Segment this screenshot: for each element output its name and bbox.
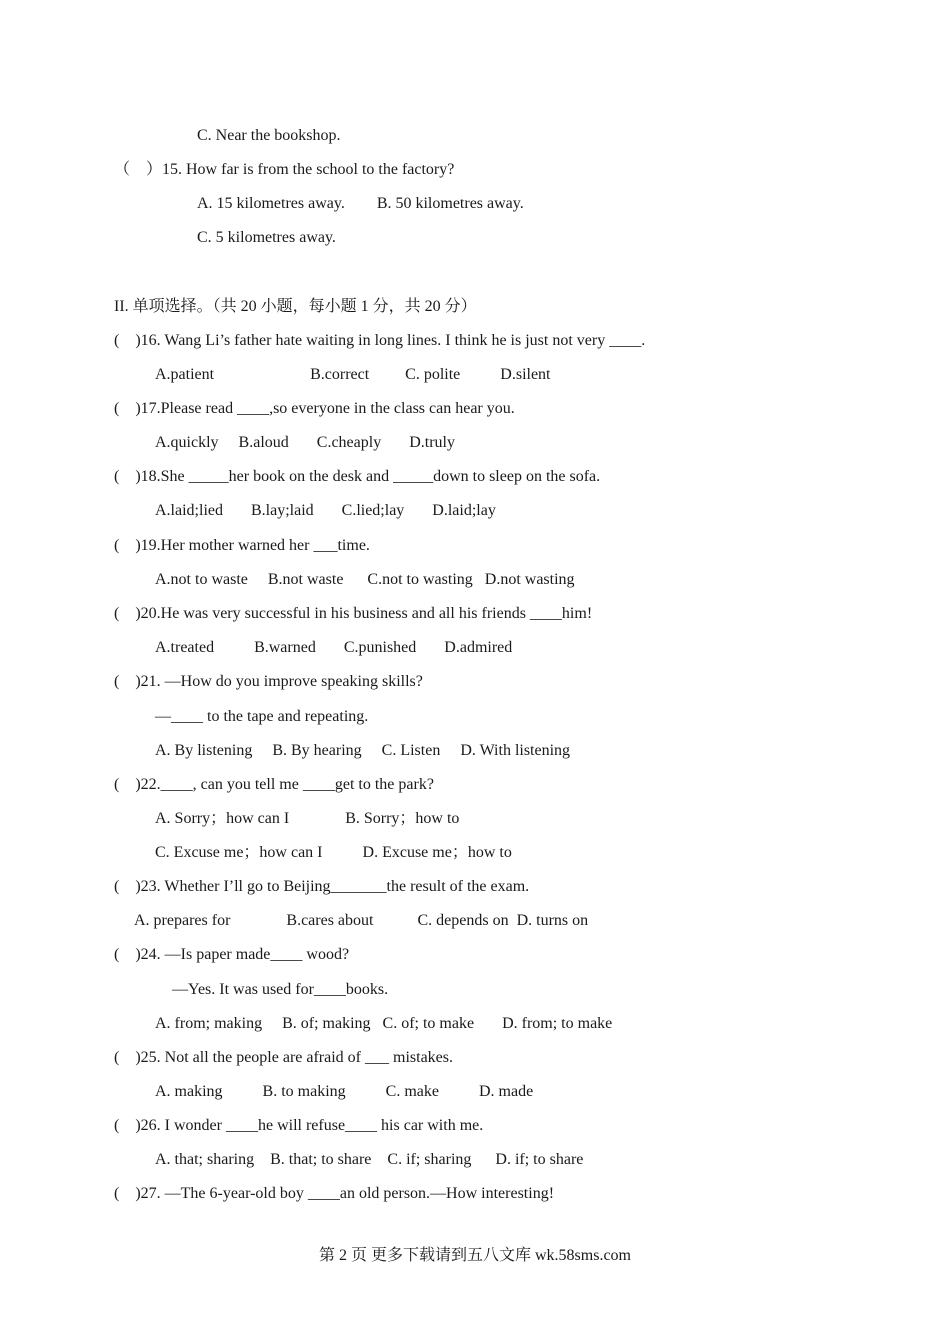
option-line: C. 5 kilometres away.: [197, 229, 336, 246]
question-15: （ ）15. How far is from the school to the factory?: [114, 161, 455, 178]
option-line: A. making B. to making C. make D. made: [155, 1083, 534, 1100]
question-16: ( )16. Wang Li’s father hate waiting in long lines. I think he is just not very ____.: [114, 332, 646, 349]
page-footer: 第 2 页 更多下载请到五八文库 wk.58sms.com: [318, 1247, 631, 1264]
question-24: ( )24. —Is paper made____ wood?: [114, 946, 350, 963]
question-20: ( )20.He was very successful in his business and all his friends ____him!: [114, 605, 593, 622]
question-18: ( )18.She _____her book on the desk and _____down to sleep on the sofa.: [114, 468, 601, 485]
question-21: ( )21. —How do you improve speaking skills?: [114, 673, 423, 690]
option-line: A. that; sharing B. that; to share C. if; sharing D. if; to share: [155, 1151, 584, 1168]
option-line: A. 15 kilometres away. B. 50 kilometres away.: [197, 195, 524, 212]
dialogue-line: —Yes. It was used for____books.: [172, 981, 389, 998]
question-26: ( )26. I wonder ____he will refuse____ his car with me.: [114, 1117, 484, 1134]
question-27: ( )27. —The 6-year-old boy ____an old person.—How interesting!: [114, 1185, 555, 1202]
option-line: A. from; making B. of; making C. of; to make D. from; to make: [155, 1015, 613, 1032]
question-19: ( )19.Her mother warned her ___time.: [114, 537, 370, 554]
option-line: A. prepares for B.cares about C. depends on D. turns on: [134, 912, 589, 929]
question-22: ( )22.____, can you tell me ____get to the park?: [114, 776, 434, 793]
question-25: ( )25. Not all the people are afraid of ___ mistakes.: [114, 1049, 453, 1066]
option-line: A. Sorry；how can I B. Sorry；how to: [155, 810, 460, 827]
option-line: A. By listening B. By hearing C. Listen D. With listening: [155, 742, 571, 759]
question-23: ( )23. Whether I’ll go to Beijing_______the result of the exam.: [114, 878, 530, 895]
option-line: C. Near the bookshop.: [197, 127, 341, 144]
option-line: C. Excuse me；how can I D. Excuse me；how to: [155, 844, 512, 861]
option-line: A.quickly B.aloud C.cheaply D.truly: [155, 434, 455, 451]
option-line: A.not to waste B.not waste C.not to wasting D.not wasting: [155, 571, 575, 588]
question-17: ( )17.Please read ____,so everyone in the class can hear you.: [114, 400, 515, 417]
dialogue-line: —____ to the tape and repeating.: [155, 708, 369, 725]
option-line: A.laid;lied B.lay;laid C.lied;lay D.laid;lay: [155, 502, 496, 519]
option-line: A.patient B.correct C. polite D.silent: [155, 366, 551, 383]
section-heading: II. 单项选择。（共 20 小题，每小题 1 分，共 20 分）: [114, 298, 477, 315]
option-line: A.treated B.warned C.punished D.admired: [155, 639, 513, 656]
